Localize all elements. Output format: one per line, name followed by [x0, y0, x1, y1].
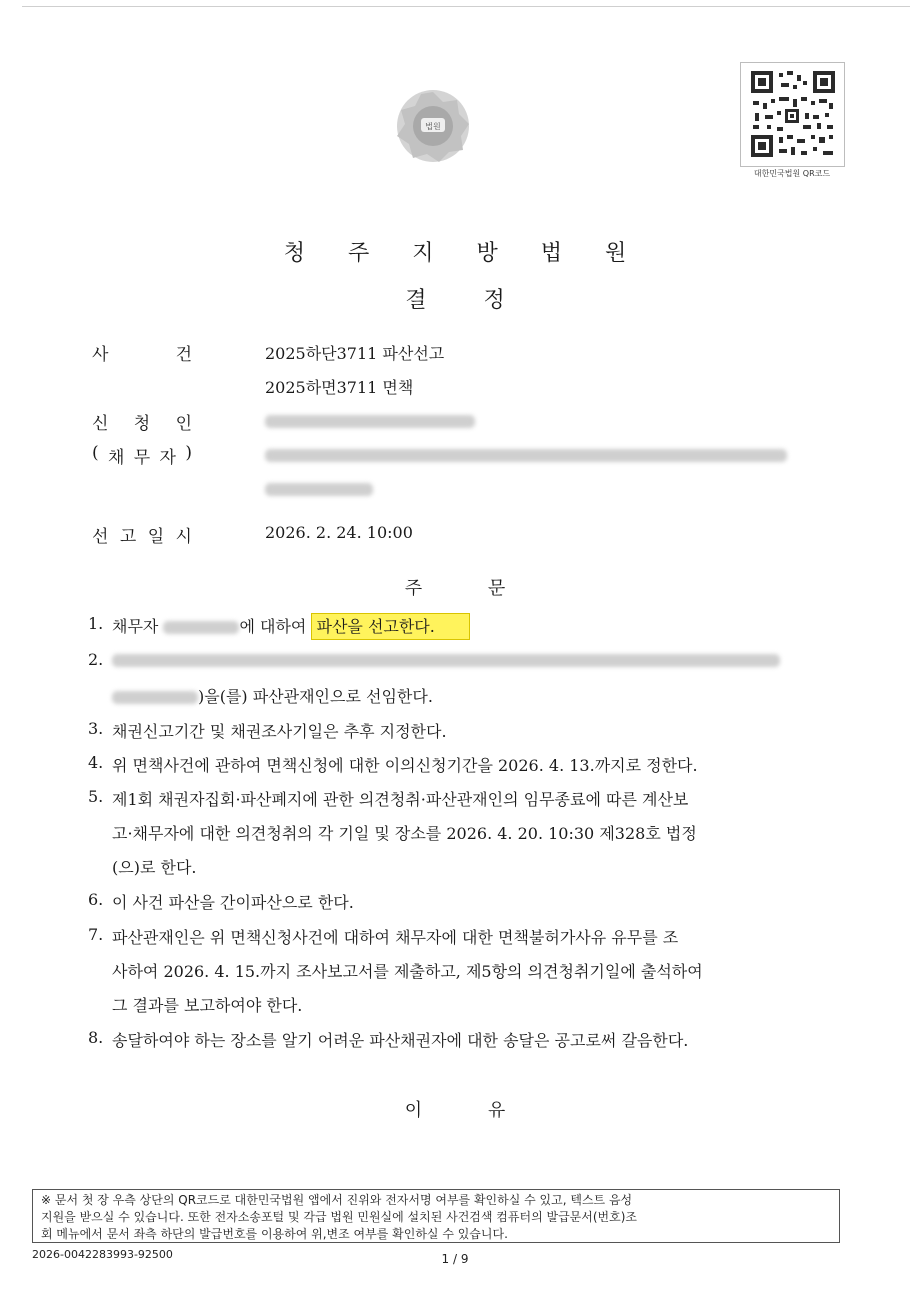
highlighted-text: 파산을 선고한다.	[311, 613, 469, 640]
verification-notice: ※ 문서 첫 장 우측 상단의 QR코드로 대한민국법원 앱에서 진위와 전자서명 여부를 확인하실 수 있고, 텍스트 음성 지원을 받으실 수 있습니다. 또한 전자소송포털 및 각급 법원 민원실에 설치된 사건검색 컴퓨터의 발급문서(번호)조 회 메뉴에서 문서 좌측 하단의 발급번호를 이용하여 위,변조 여부를 확인하실 수 있습니다.	[32, 1189, 840, 1243]
applicant-name-redacted	[265, 411, 475, 430]
order-title: 주 문	[404, 578, 506, 599]
court-emblem-icon	[395, 88, 471, 164]
debtor-label: ( 채 무 자 )	[92, 443, 192, 468]
case-label: 사 건	[92, 345, 192, 365]
applicant-label: 신 청 인	[92, 414, 192, 434]
court-name: 청 주 지 방 법 원	[283, 241, 645, 266]
case-line-2: 2025하면3711 면책	[265, 378, 414, 397]
emblem-label: 법원	[425, 122, 441, 131]
applicant-address-redacted	[265, 445, 787, 464]
page-edge	[22, 6, 910, 7]
case-line-1: 2025하단3711 파산선고	[265, 344, 445, 363]
qr-code-icon	[740, 62, 845, 167]
document-type: 결 정	[405, 288, 505, 313]
document-number: 2026-0042283993-92500	[32, 1248, 173, 1261]
declaration-label: 선 고 일 시	[92, 527, 192, 547]
reason-title: 이 유	[404, 1100, 506, 1121]
document-page: 법원 대한민국법원 QR코드 청 주 지 방 법 원 결 정 사 건 2025하단3711 파산선고 2025하면3711 면책 신 청 인 ( 채 무 자 ) 선 고 일 시 2026. 2. 24. 10:00 주 문 1. 채무자 에 대하여 파산을 선고한다. 2. )을(를) 파산관재인으로 선임한다. 3. 채권신고기간 및 채권조사기일은 추후 지정한다. 4. 위 면책사건에 관하여 면책신청에 대한 이의신청기간을 2026. 4. 13.까지로 정한다. 5. 제1회 채권자집회·파산폐지에 관한 의견청취·파산관재인의 임무종료에 따른 계산보 고·채무자에 대한 의견청취의 각 기일 및 장소를 2026. 4. 20. 10:30 제328호 법정 (으)로 한다. 6. 이 사건 파산을 간이파산으로 한다. 7. 파산관재인은 위 면책신청사건에 대하여 채무자에 대한 면책불허가사유 유무를 조 사하여 2026. 4. 15.까지 조사보고서를 제출하고, 제5항의 의견청취기일에 출석하여 그 결과를 보고하여야 한다. 8. 송달하여야 하는 장소를 알기 어려운 파산채권자에 대한 송달은 공고로써 갈음한다. 이 유 ※ 문서 첫 장 우측 상단의 QR코드로 대한민국법원 앱에서 진위와 전자서명 여부를 확인하실 수 있고, 텍스트 음성 지원을 받으실 수 있습니다. 또한 전자소송포털 및 각급 법원 민원실에 설치된 사건검색 컴퓨터의 발급문서(번호)조 회 메뉴에서 문서 좌측 하단의 발급번호를 이용하여 위,변조 여부를 확인하실 수 있습니다. 2026-0042283993-92500 1 / 9	[0, 0, 910, 1292]
qr-caption: 대한민국법원 QR코드	[753, 169, 831, 178]
applicant-address-redacted-2	[265, 479, 373, 498]
page-number: 1 / 9	[441, 1252, 469, 1266]
declaration-datetime: 2026. 2. 24. 10:00	[265, 523, 413, 542]
